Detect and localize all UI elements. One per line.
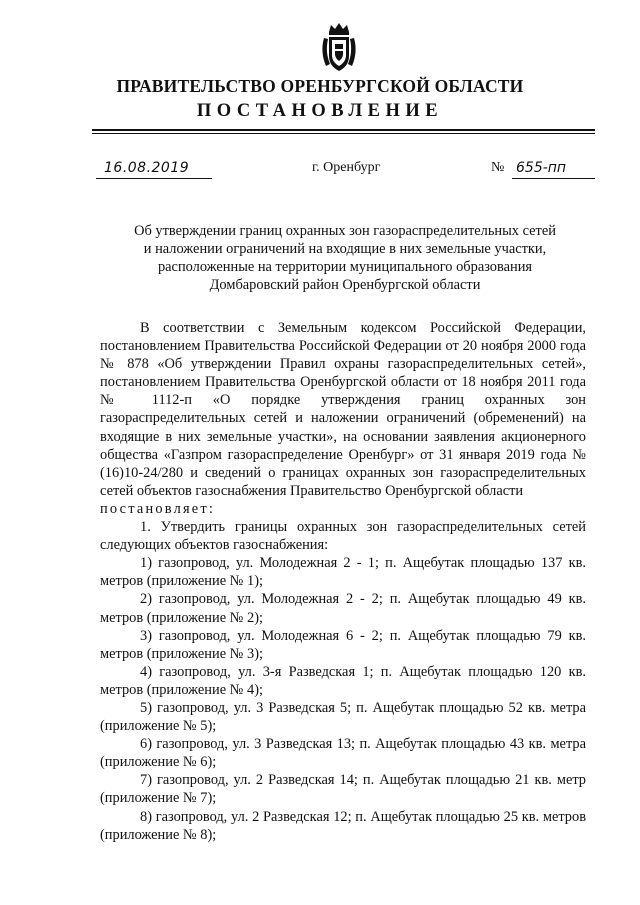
list-item: 5) газопровод, ул. 3 Разведская 5; п. Ащебутак площадью 52 кв. метра (приложение № 5); [100, 699, 586, 735]
list-item: 4) газопровод, ул. 3-я Разведская 1; п. Ащебутак площадью 120 кв. метров (приложение № 4); [100, 663, 586, 698]
list-item: 7) газопровод, ул. 2 Разведская 14; п. Ащебутак площадью 21 кв. метр (приложение № 7); [100, 772, 586, 807]
point-1-paragraph: 1. Утвердить границы охранных зон газораспределительных сетей следующих объектов газоснабжения: [100, 519, 586, 554]
coat-of-arms-icon [318, 22, 360, 74]
list-item: 2) газопровод, ул. Молодежная 2 - 2; п. Ащебутак площадью 49 кв. метров (приложение № 2); [100, 591, 586, 626]
subject-line: и наложении ограничений на входящие в них земельные участки, [143, 241, 547, 257]
subject-line: расположенные на территории муниципального образования [157, 259, 533, 275]
document-body [100, 319, 586, 844]
document-number: 655-пп [512, 159, 595, 179]
coat-of-arms-emblem [318, 22, 360, 74]
document-date: 16.08.2019 [96, 159, 212, 179]
subject-line: Об утверждении границ охранных зон газораспределительных сетей [134, 223, 556, 239]
resolves-word: постановляет: [100, 500, 216, 517]
preamble-paragraph: В соответствии с Земельным кодексом Российской Федерации, постановлением Правительства Российской Федерации от 20 ноября 2000 года № 878 «Об утверждении Правил охраны газораспределительных сетей», постановлением Правительства Оренбургской области от 18 ноября 2011 года № 1112-п «О порядке утверждения границ охранных зон газораспределительных сетей и наложении ограничений (обременений) на входящие в них земельные участки», на основании заявления акционерного общества «Газпром газораспределение Оренбург» от 31 января 2019 года № (16)10-24/280 и сведений о границах охранных зон газораспределительных сетей объектов газоснабжения Правительство Оренбургской области [100, 320, 586, 499]
organization-title: ПРАВИТЕЛЬСТВО ОРЕНБУРГСКОЙ ОБЛАСТИ [116, 76, 524, 96]
subject-line: Домбаровский район Оренбургской области [209, 277, 481, 293]
list-item: 6) газопровод, ул. 3 Разведская 13; п. Ащебутак площадью 43 кв. метра (приложение № 6); [100, 736, 586, 771]
list-item: 1) газопровод, ул. Молодежная 2 - 1; п. Ащебутак площадью 137 кв. метров (приложение № 1); [100, 555, 586, 590]
header-divider-thin [92, 133, 595, 134]
document-subject [95, 222, 595, 294]
header-divider [92, 129, 595, 131]
list-item: 8) газопровод, ул. 2 Разведская 12; п. Ащебутак площадью 25 кв. метров (приложение № 8); [100, 808, 586, 843]
document-city: г. Оренбург [312, 160, 381, 175]
document-number-label: № [491, 160, 505, 175]
list-item: 3) газопровод, ул. Молодежная 6 - 2; п. Ащебутак площадью 79 кв. метров (приложение № 3); [100, 627, 586, 662]
document-type: ПОСТАНОВЛЕНИЕ [196, 101, 444, 121]
